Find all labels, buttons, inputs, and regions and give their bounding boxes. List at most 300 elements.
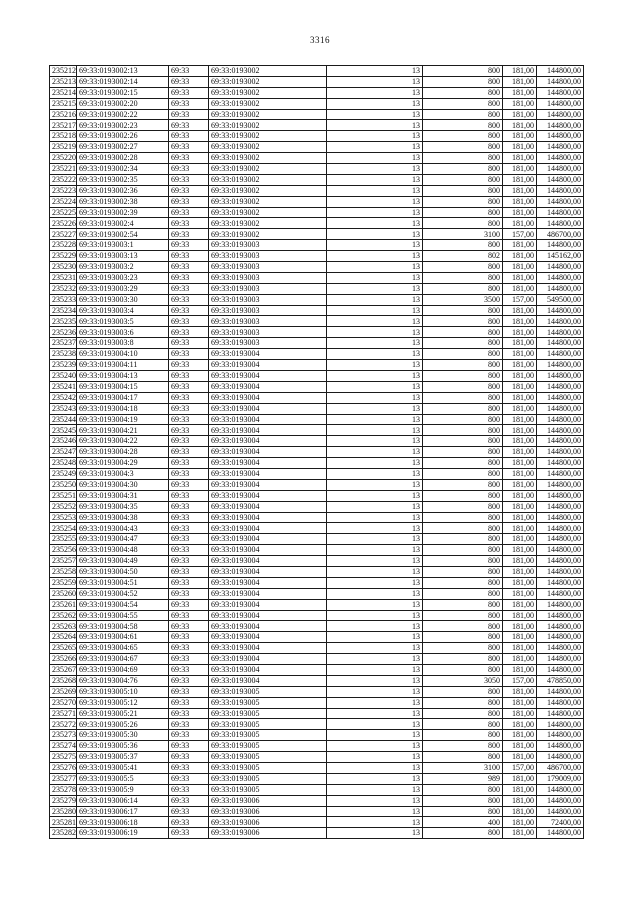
row-number-cell: 235251 — [50, 490, 77, 501]
region-code-cell: 69:33 — [169, 741, 209, 752]
rate-value-cell: 181,00 — [503, 501, 537, 512]
table-row — [50, 305, 584, 316]
category-code-cell: 13 — [327, 784, 423, 795]
area-value-cell: 800 — [423, 76, 503, 87]
cadastral-number-cell: 69:33:0193004:65 — [77, 643, 169, 654]
table-row — [50, 599, 584, 610]
area-value-cell: 800 — [423, 305, 503, 316]
area-value-cell: 800 — [423, 207, 503, 218]
cadastral-number-cell: 69:33:0193002:23 — [77, 120, 169, 131]
category-code-cell: 13 — [327, 545, 423, 556]
area-value-cell: 800 — [423, 806, 503, 817]
rate-value-cell: 157,00 — [503, 675, 537, 686]
cadastral-quarter-cell: 69:33:0193004 — [209, 381, 327, 392]
region-code-cell: 69:33 — [169, 697, 209, 708]
row-number-cell: 235275 — [50, 752, 77, 763]
region-code-cell: 69:33 — [169, 218, 209, 229]
rate-value-cell: 181,00 — [503, 752, 537, 763]
category-code-cell: 13 — [327, 566, 423, 577]
area-value-cell: 800 — [423, 566, 503, 577]
category-code-cell: 13 — [327, 479, 423, 490]
area-value-cell: 3050 — [423, 675, 503, 686]
row-number-cell: 235274 — [50, 741, 77, 752]
total-value-cell: 144800,00 — [537, 414, 584, 425]
total-value-cell: 144800,00 — [537, 447, 584, 458]
rate-value-cell: 181,00 — [503, 251, 537, 262]
region-code-cell: 69:33 — [169, 708, 209, 719]
row-number-cell: 235229 — [50, 251, 77, 262]
area-value-cell: 3500 — [423, 294, 503, 305]
row-number-cell: 235276 — [50, 763, 77, 774]
total-value-cell: 144800,00 — [537, 436, 584, 447]
region-code-cell: 69:33 — [169, 185, 209, 196]
total-value-cell: 144800,00 — [537, 196, 584, 207]
rate-value-cell: 157,00 — [503, 763, 537, 774]
total-value-cell: 486700,00 — [537, 763, 584, 774]
rate-value-cell: 181,00 — [503, 142, 537, 153]
area-value-cell: 800 — [423, 98, 503, 109]
cadastral-quarter-cell: 69:33:0193005 — [209, 697, 327, 708]
table-row — [50, 828, 584, 839]
rate-value-cell: 181,00 — [503, 87, 537, 98]
region-code-cell: 69:33 — [169, 98, 209, 109]
cadastral-quarter-cell: 69:33:0193004 — [209, 512, 327, 523]
area-value-cell: 800 — [423, 490, 503, 501]
cadastral-quarter-cell: 69:33:0193006 — [209, 806, 327, 817]
rate-value-cell: 181,00 — [503, 240, 537, 251]
area-value-cell: 800 — [423, 349, 503, 360]
rate-value-cell: 181,00 — [503, 806, 537, 817]
total-value-cell: 144800,00 — [537, 468, 584, 479]
row-number-cell: 235272 — [50, 719, 77, 730]
total-value-cell: 478850,00 — [537, 675, 584, 686]
category-code-cell: 13 — [327, 98, 423, 109]
row-number-cell: 235225 — [50, 207, 77, 218]
rate-value-cell: 181,00 — [503, 458, 537, 469]
region-code-cell: 69:33 — [169, 763, 209, 774]
table-row — [50, 185, 584, 196]
rate-value-cell: 181,00 — [503, 784, 537, 795]
rate-value-cell: 181,00 — [503, 436, 537, 447]
rate-value-cell: 181,00 — [503, 272, 537, 283]
table-row — [50, 349, 584, 360]
cadastral-number-cell: 69:33:0193004:52 — [77, 588, 169, 599]
table-row — [50, 643, 584, 654]
cadastral-quarter-cell: 69:33:0193002 — [209, 185, 327, 196]
row-number-cell: 235212 — [50, 66, 77, 77]
rate-value-cell: 181,00 — [503, 523, 537, 534]
table-row — [50, 795, 584, 806]
region-code-cell: 69:33 — [169, 381, 209, 392]
table-row — [50, 76, 584, 87]
total-value-cell: 144800,00 — [537, 479, 584, 490]
cadastral-number-cell: 69:33:0193002:14 — [77, 76, 169, 87]
area-value-cell: 800 — [423, 120, 503, 131]
row-number-cell: 235218 — [50, 131, 77, 142]
rate-value-cell: 181,00 — [503, 120, 537, 131]
region-code-cell: 69:33 — [169, 370, 209, 381]
cadastral-number-cell: 69:33:0193004:10 — [77, 349, 169, 360]
category-code-cell: 13 — [327, 763, 423, 774]
category-code-cell: 13 — [327, 697, 423, 708]
category-code-cell: 13 — [327, 381, 423, 392]
row-number-cell: 235258 — [50, 566, 77, 577]
rate-value-cell: 181,00 — [503, 98, 537, 109]
rate-value-cell: 181,00 — [503, 218, 537, 229]
category-code-cell: 13 — [327, 294, 423, 305]
row-number-cell: 235245 — [50, 425, 77, 436]
rate-value-cell: 181,00 — [503, 338, 537, 349]
cadastral-number-cell: 69:33:0193005:36 — [77, 741, 169, 752]
cadastral-number-cell: 69:33:0193006:17 — [77, 806, 169, 817]
cadastral-quarter-cell: 69:33:0193003 — [209, 316, 327, 327]
table-row — [50, 294, 584, 305]
cadastral-number-cell: 69:33:0193004:67 — [77, 654, 169, 665]
row-number-cell: 235220 — [50, 153, 77, 164]
category-code-cell: 13 — [327, 795, 423, 806]
region-code-cell: 69:33 — [169, 131, 209, 142]
cadastral-number-cell: 69:33:0193003:13 — [77, 251, 169, 262]
area-value-cell: 800 — [423, 316, 503, 327]
region-code-cell: 69:33 — [169, 817, 209, 828]
category-code-cell: 13 — [327, 76, 423, 87]
table-row — [50, 131, 584, 142]
row-number-cell: 235259 — [50, 577, 77, 588]
cadastral-quarter-cell: 69:33:0193002 — [209, 164, 327, 175]
table-row — [50, 730, 584, 741]
category-code-cell: 13 — [327, 752, 423, 763]
cadastral-quarter-cell: 69:33:0193004 — [209, 664, 327, 675]
row-number-cell: 235250 — [50, 479, 77, 490]
region-code-cell: 69:33 — [169, 360, 209, 371]
category-code-cell: 13 — [327, 272, 423, 283]
table-row — [50, 556, 584, 567]
region-code-cell: 69:33 — [169, 164, 209, 175]
category-code-cell: 13 — [327, 773, 423, 784]
area-value-cell: 800 — [423, 468, 503, 479]
total-value-cell: 144800,00 — [537, 66, 584, 77]
cadastral-number-cell: 69:33:0193002:27 — [77, 142, 169, 153]
category-code-cell: 13 — [327, 686, 423, 697]
cadastral-quarter-cell: 69:33:0193002 — [209, 87, 327, 98]
cadastral-number-cell: 69:33:0193004:35 — [77, 501, 169, 512]
table-row — [50, 98, 584, 109]
category-code-cell: 13 — [327, 66, 423, 77]
cadastral-number-cell: 69:33:0193005:12 — [77, 697, 169, 708]
row-number-cell: 235223 — [50, 185, 77, 196]
rate-value-cell: 181,00 — [503, 468, 537, 479]
area-value-cell: 800 — [423, 370, 503, 381]
table-row — [50, 621, 584, 632]
rate-value-cell: 181,00 — [503, 643, 537, 654]
total-value-cell: 144800,00 — [537, 120, 584, 131]
cadastral-quarter-cell: 69:33:0193004 — [209, 360, 327, 371]
total-value-cell: 144800,00 — [537, 360, 584, 371]
total-value-cell: 144800,00 — [537, 327, 584, 338]
region-code-cell: 69:33 — [169, 610, 209, 621]
table-row — [50, 436, 584, 447]
region-code-cell: 69:33 — [169, 588, 209, 599]
total-value-cell: 144800,00 — [537, 654, 584, 665]
total-value-cell: 144800,00 — [537, 153, 584, 164]
row-number-cell: 235264 — [50, 632, 77, 643]
rate-value-cell: 181,00 — [503, 403, 537, 414]
table-row — [50, 327, 584, 338]
row-number-cell: 235256 — [50, 545, 77, 556]
cadastral-quarter-cell: 69:33:0193002 — [209, 142, 327, 153]
rate-value-cell: 181,00 — [503, 370, 537, 381]
region-code-cell: 69:33 — [169, 66, 209, 77]
table-row — [50, 338, 584, 349]
rate-value-cell: 181,00 — [503, 545, 537, 556]
cadastral-quarter-cell: 69:33:0193004 — [209, 654, 327, 665]
category-code-cell: 13 — [327, 806, 423, 817]
table-row — [50, 817, 584, 828]
rate-value-cell: 181,00 — [503, 773, 537, 784]
cadastral-quarter-cell: 69:33:0193004 — [209, 545, 327, 556]
region-code-cell: 69:33 — [169, 566, 209, 577]
row-number-cell: 235279 — [50, 795, 77, 806]
row-number-cell: 235221 — [50, 164, 77, 175]
region-code-cell: 69:33 — [169, 828, 209, 839]
cadastral-quarter-cell: 69:33:0193003 — [209, 283, 327, 294]
area-value-cell: 800 — [423, 338, 503, 349]
table-row — [50, 773, 584, 784]
cadastral-quarter-cell: 69:33:0193004 — [209, 403, 327, 414]
region-code-cell: 69:33 — [169, 534, 209, 545]
cadastral-quarter-cell: 69:33:0193004 — [209, 643, 327, 654]
region-code-cell: 69:33 — [169, 512, 209, 523]
rate-value-cell: 181,00 — [503, 207, 537, 218]
row-number-cell: 235261 — [50, 599, 77, 610]
total-value-cell: 144800,00 — [537, 545, 584, 556]
cadastral-quarter-cell: 69:33:0193005 — [209, 730, 327, 741]
area-value-cell: 800 — [423, 752, 503, 763]
table-row — [50, 752, 584, 763]
total-value-cell: 144800,00 — [537, 283, 584, 294]
cadastral-quarter-cell: 69:33:0193004 — [209, 621, 327, 632]
cadastral-quarter-cell: 69:33:0193004 — [209, 534, 327, 545]
category-code-cell: 13 — [327, 577, 423, 588]
table-row — [50, 632, 584, 643]
cadastral-quarter-cell: 69:33:0193004 — [209, 468, 327, 479]
area-value-cell: 800 — [423, 392, 503, 403]
region-code-cell: 69:33 — [169, 392, 209, 403]
area-value-cell: 800 — [423, 577, 503, 588]
category-code-cell: 13 — [327, 283, 423, 294]
table-row — [50, 686, 584, 697]
row-number-cell: 235237 — [50, 338, 77, 349]
rate-value-cell: 181,00 — [503, 664, 537, 675]
total-value-cell: 144800,00 — [537, 458, 584, 469]
cadastral-number-cell: 69:33:0193005:21 — [77, 708, 169, 719]
row-number-cell: 235236 — [50, 327, 77, 338]
row-number-cell: 235235 — [50, 316, 77, 327]
region-code-cell: 69:33 — [169, 120, 209, 131]
total-value-cell: 144800,00 — [537, 262, 584, 273]
area-value-cell: 800 — [423, 719, 503, 730]
cadastral-quarter-cell: 69:33:0193004 — [209, 501, 327, 512]
row-number-cell: 235253 — [50, 512, 77, 523]
cadastral-quarter-cell: 69:33:0193002 — [209, 98, 327, 109]
category-code-cell: 13 — [327, 730, 423, 741]
row-number-cell: 235273 — [50, 730, 77, 741]
area-value-cell: 800 — [423, 262, 503, 273]
cadastral-quarter-cell: 69:33:0193004 — [209, 588, 327, 599]
total-value-cell: 144800,00 — [537, 719, 584, 730]
total-value-cell: 144800,00 — [537, 534, 584, 545]
region-code-cell: 69:33 — [169, 773, 209, 784]
table-row — [50, 719, 584, 730]
rate-value-cell: 181,00 — [503, 632, 537, 643]
cadastral-quarter-cell: 69:33:0193002 — [209, 207, 327, 218]
table-row — [50, 763, 584, 774]
rate-value-cell: 181,00 — [503, 577, 537, 588]
region-code-cell: 69:33 — [169, 251, 209, 262]
region-code-cell: 69:33 — [169, 556, 209, 567]
row-number-cell: 235269 — [50, 686, 77, 697]
area-value-cell: 800 — [423, 621, 503, 632]
cadastral-number-cell: 69:33:0193005:26 — [77, 719, 169, 730]
cadastral-quarter-cell: 69:33:0193003 — [209, 262, 327, 273]
total-value-cell: 144800,00 — [537, 87, 584, 98]
region-code-cell: 69:33 — [169, 654, 209, 665]
cadastral-number-cell: 69:33:0193005:41 — [77, 763, 169, 774]
table-row — [50, 218, 584, 229]
area-value-cell: 800 — [423, 381, 503, 392]
area-value-cell: 800 — [423, 153, 503, 164]
region-code-cell: 69:33 — [169, 795, 209, 806]
page-number: 3316 — [310, 35, 330, 45]
cadastral-quarter-cell: 69:33:0193004 — [209, 370, 327, 381]
row-number-cell: 235265 — [50, 643, 77, 654]
cadastral-number-cell: 69:33:0193002:35 — [77, 174, 169, 185]
rate-value-cell: 181,00 — [503, 708, 537, 719]
area-value-cell: 800 — [423, 588, 503, 599]
rate-value-cell: 181,00 — [503, 741, 537, 752]
table-row — [50, 153, 584, 164]
table-row — [50, 262, 584, 273]
cadastral-quarter-cell: 69:33:0193005 — [209, 741, 327, 752]
cadastral-number-cell: 69:33:0193006:18 — [77, 817, 169, 828]
region-code-cell: 69:33 — [169, 414, 209, 425]
region-code-cell: 69:33 — [169, 338, 209, 349]
cadastral-quarter-cell: 69:33:0193004 — [209, 414, 327, 425]
total-value-cell: 144800,00 — [537, 523, 584, 534]
table-row — [50, 458, 584, 469]
area-value-cell: 800 — [423, 425, 503, 436]
region-code-cell: 69:33 — [169, 262, 209, 273]
area-value-cell: 3100 — [423, 229, 503, 240]
cadastral-quarter-cell: 69:33:0193003 — [209, 240, 327, 251]
cadastral-quarter-cell: 69:33:0193002 — [209, 120, 327, 131]
row-number-cell: 235213 — [50, 76, 77, 87]
area-value-cell: 800 — [423, 185, 503, 196]
cadastral-quarter-cell: 69:33:0193002 — [209, 218, 327, 229]
category-code-cell: 13 — [327, 153, 423, 164]
category-code-cell: 13 — [327, 338, 423, 349]
cadastral-quarter-cell: 69:33:0193002 — [209, 66, 327, 77]
table-row — [50, 588, 584, 599]
rate-value-cell: 181,00 — [503, 730, 537, 741]
row-number-cell: 235246 — [50, 436, 77, 447]
cadastral-quarter-cell: 69:33:0193002 — [209, 196, 327, 207]
table-row — [50, 316, 584, 327]
region-code-cell: 69:33 — [169, 76, 209, 87]
total-value-cell: 144800,00 — [537, 556, 584, 567]
total-value-cell: 144800,00 — [537, 349, 584, 360]
region-code-cell: 69:33 — [169, 283, 209, 294]
category-code-cell: 13 — [327, 741, 423, 752]
rate-value-cell: 181,00 — [503, 610, 537, 621]
category-code-cell: 13 — [327, 654, 423, 665]
total-value-cell: 144800,00 — [537, 784, 584, 795]
cadastral-number-cell: 69:33:0193003:2 — [77, 262, 169, 273]
cadastral-number-cell: 69:33:0193005:10 — [77, 686, 169, 697]
region-code-cell: 69:33 — [169, 577, 209, 588]
table-row — [50, 806, 584, 817]
area-value-cell: 800 — [423, 109, 503, 120]
cadastral-number-cell: 69:33:0193003:6 — [77, 327, 169, 338]
rate-value-cell: 181,00 — [503, 283, 537, 294]
area-value-cell: 800 — [423, 283, 503, 294]
cadastral-number-cell: 69:33:0193006:19 — [77, 828, 169, 839]
cadastral-number-cell: 69:33:0193004:49 — [77, 556, 169, 567]
cadastral-number-cell: 69:33:0193002:4 — [77, 218, 169, 229]
rate-value-cell: 157,00 — [503, 294, 537, 305]
row-number-cell: 235243 — [50, 403, 77, 414]
row-number-cell: 235257 — [50, 556, 77, 567]
category-code-cell: 13 — [327, 109, 423, 120]
area-value-cell: 802 — [423, 251, 503, 262]
cadastral-number-cell: 69:33:0193004:11 — [77, 360, 169, 371]
area-value-cell: 800 — [423, 741, 503, 752]
category-code-cell: 13 — [327, 556, 423, 567]
total-value-cell: 144800,00 — [537, 131, 584, 142]
total-value-cell: 144800,00 — [537, 164, 584, 175]
rate-value-cell: 181,00 — [503, 360, 537, 371]
table-row — [50, 425, 584, 436]
total-value-cell: 144800,00 — [537, 240, 584, 251]
cadastral-number-cell: 69:33:0193005:9 — [77, 784, 169, 795]
table-row — [50, 109, 584, 120]
cadastral-number-cell: 69:33:0193005:37 — [77, 752, 169, 763]
rate-value-cell: 181,00 — [503, 599, 537, 610]
category-code-cell: 13 — [327, 425, 423, 436]
total-value-cell: 144800,00 — [537, 730, 584, 741]
region-code-cell: 69:33 — [169, 272, 209, 283]
total-value-cell: 144800,00 — [537, 76, 584, 87]
category-code-cell: 13 — [327, 436, 423, 447]
cadastral-number-cell: 69:33:0193002:39 — [77, 207, 169, 218]
area-value-cell: 800 — [423, 403, 503, 414]
cadastral-quarter-cell: 69:33:0193002 — [209, 131, 327, 142]
region-code-cell: 69:33 — [169, 458, 209, 469]
cadastral-quarter-cell: 69:33:0193005 — [209, 686, 327, 697]
table-row — [50, 251, 584, 262]
table-row — [50, 360, 584, 371]
total-value-cell: 144800,00 — [537, 185, 584, 196]
area-value-cell: 400 — [423, 817, 503, 828]
region-code-cell: 69:33 — [169, 447, 209, 458]
cadastral-number-cell: 69:33:0193004:13 — [77, 370, 169, 381]
cadastral-number-cell: 69:33:0193004:28 — [77, 447, 169, 458]
region-code-cell: 69:33 — [169, 719, 209, 730]
cadastral-number-cell: 69:33:0193002:26 — [77, 131, 169, 142]
cadastral-quarter-cell: 69:33:0193003 — [209, 338, 327, 349]
table-row — [50, 654, 584, 665]
area-value-cell: 800 — [423, 327, 503, 338]
